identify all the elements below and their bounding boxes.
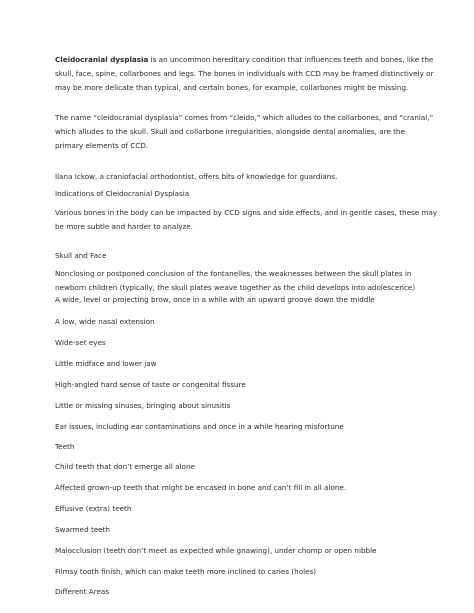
nasal-text: A low, wide nasal extension <box>55 317 155 326</box>
different-areas-heading-text: Different Areas <box>55 587 110 596</box>
filmsy-finish-item <box>55 565 435 579</box>
author-paragraph <box>55 170 435 184</box>
midface-item <box>55 357 435 371</box>
indications-heading-text: Indications of Cleidocranial Dysplasia <box>55 189 190 198</box>
skull-face-heading-text: Skull and Face <box>55 251 107 260</box>
teeth-heading <box>55 440 435 454</box>
name-origin-line-1: The name “cleidocranial dysplasia” comes from “cleido,” which alludes to the collarbones, and “cranial,” <box>55 113 434 122</box>
ccd-term: Cleidocranial dysplasia <box>55 55 149 64</box>
eyes-item <box>55 336 435 350</box>
indications-heading <box>55 187 435 201</box>
intro-line-1-rest: is an uncommon hereditary condition that influences teeth and bones, like the <box>148 55 434 64</box>
intro-line-1 <box>55 53 435 67</box>
fontanelles-line-2: newborn children (typically, the skull plates weave together as the child develops into adolescence) <box>55 283 416 292</box>
brow-text: A wide, level or projecting brow, once in a while with an upward groove down the middle <box>55 295 375 304</box>
grown-up-teeth-text: Affected grown-up teeth that might be encased in bone and can’t fill in all alone. <box>55 483 347 492</box>
author-line: Ilana Ickow, a craniofacial orthodontist, offers bits of knowledge for guardians. <box>55 172 338 181</box>
brow-item <box>55 293 435 307</box>
name-origin-paragraph <box>55 111 435 153</box>
sinuses-text: Little or missing sinuses, bringing about sinusitis <box>55 401 231 410</box>
swarmed-teeth-text: Swarmed teeth <box>55 525 110 534</box>
filmsy-finish-text: Filmsy tooth finish, which can make teeth more inclined to caries (holes) <box>55 567 317 576</box>
sinuses-item <box>55 399 435 413</box>
ear-text: Ear issues, including ear contaminations and once in a while hearing misfortune <box>55 422 344 431</box>
malocclusion-text: Malocclusion (teeth don’t meet as expected while gnawing), under chomp or open nibble <box>55 546 377 555</box>
effusive-teeth-item <box>55 502 435 516</box>
grown-up-teeth-item <box>55 481 435 495</box>
fontanelles-line-1: Nonclosing or postponed conclusion of the fontanelles, the weaknesses between the skull plates in <box>55 269 412 278</box>
child-teeth-item <box>55 460 435 474</box>
skull-face-heading <box>55 249 435 263</box>
various-bones-paragraph <box>55 206 438 234</box>
various-line-2: be more subtle and harder to analyze. <box>55 222 193 231</box>
different-areas-heading <box>55 585 435 599</box>
midface-text: Little midface and lower jaw <box>55 359 157 368</box>
intro-line-3: may be more delicate than typical, and certain bones, for example, collarbones might be missing. <box>55 83 409 92</box>
palate-text: High-angled hard sense of taste or congenital fissure <box>55 380 246 389</box>
various-line-1: Various bones in the body can be impacted by CCD signs and side effects, and in gentle cases, these may <box>55 208 438 217</box>
swarmed-teeth-item <box>55 523 435 537</box>
child-teeth-text: Child teeth that don’t emerge all alone <box>55 462 195 471</box>
malocclusion-item <box>55 544 435 558</box>
eyes-text: Wide-set eyes <box>55 338 106 347</box>
intro-paragraph <box>55 53 435 95</box>
ear-item <box>55 420 435 434</box>
name-origin-line-3: primary elements of CCD. <box>55 141 149 150</box>
palate-item <box>55 378 435 392</box>
teeth-heading-text: Teeth <box>55 442 75 451</box>
effusive-teeth-text: Effusive (extra) teeth <box>55 504 132 513</box>
nasal-item <box>55 315 435 329</box>
fontanelles-item <box>55 267 435 295</box>
intro-line-2: skull, face, spine, collarbones and legs. The bones in individuals with CCD may be framed distinctively or <box>55 69 434 78</box>
name-origin-line-2: which alludes to the skull. Skull and collarbone irregularities, alongside dental anomalies, are the <box>55 127 405 136</box>
